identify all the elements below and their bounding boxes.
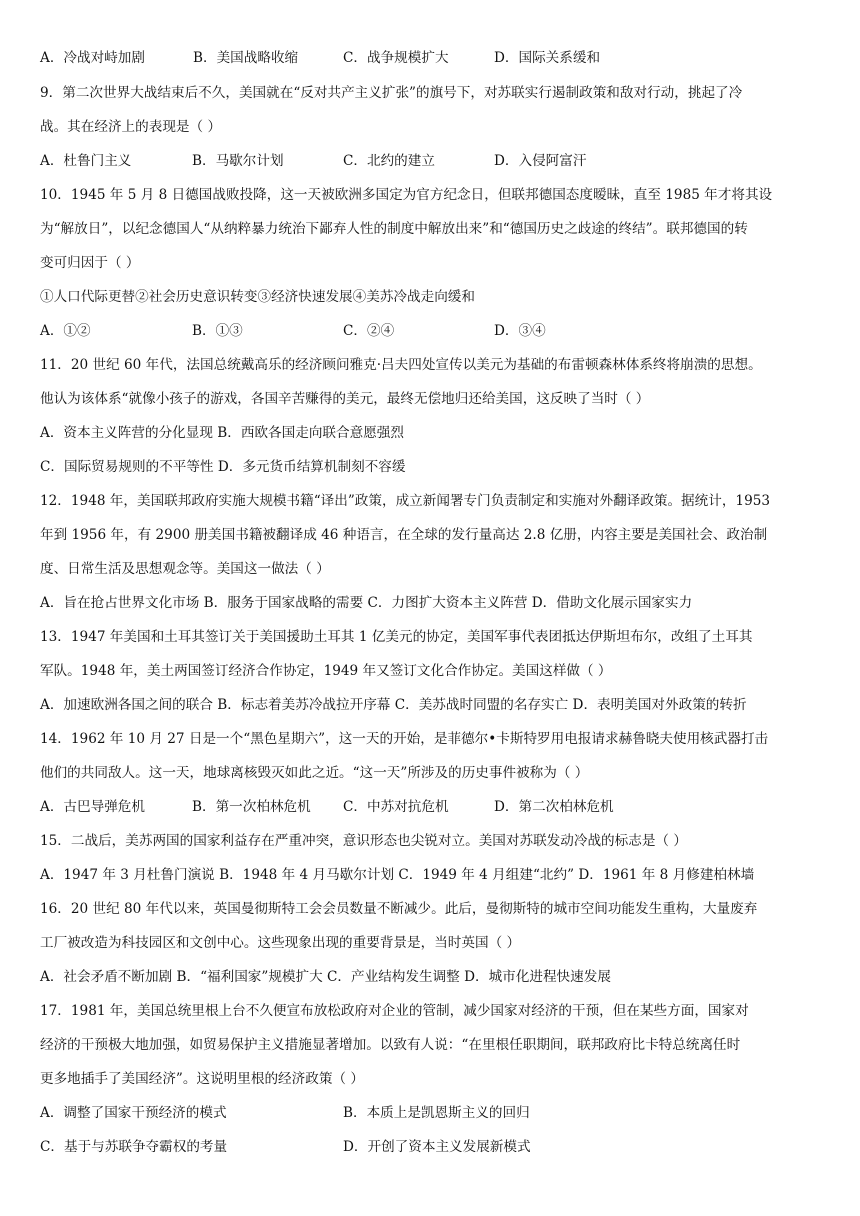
- q12-stem-line-2: 年到 1956 年，有 2900 册美国书籍被翻译成 46 种语言，在全球的发行量高达 2.8 亿册，内容主要是美国社会、政治制: [40, 527, 768, 543]
- q17-option-d: D．开创了资本主义发展新模式: [343, 1139, 531, 1155]
- q10-stem-line-2: 为“解放日”，以纪念德国人“从纳粹暴力统治下鄙弃人性的制度中解放出来”和“德国历史之歧途的终结”。联邦德国的转: [40, 221, 748, 237]
- q15-options-line-1: A．1947 年 3 月杜鲁门演说 B．1948 年 4 月马歇尔计划 C．1949 年 4 月组建“北约” D．1961 年 8 月修建柏林墙: [40, 867, 755, 883]
- q16-stem-line-1: 16．20 世纪 80 年代以来，英国曼彻斯特工会会员数量不断减少。此后，曼彻斯特的城市空间功能发生重构，大量废弃: [40, 901, 758, 917]
- q15-stem-line-1: 15．二战后，美苏两国的国家利益存在严重冲突，意识形态也尖锐对立。美国对苏联发动冷战的标志是（ ）: [40, 833, 687, 849]
- q17-option-c: C．基于与苏联争夺霸权的考量: [40, 1139, 228, 1155]
- q16-stem-line-2: 工厂被改造为科技园区和文创中心。这些现象出现的重要背景是，当时英国（ ）: [40, 935, 521, 951]
- q8-option-c: C．战争规模扩大: [343, 50, 449, 66]
- q8-option-a: A．冷战对峙加剧: [40, 50, 145, 66]
- q10-option-c: C．②④: [343, 323, 395, 339]
- q13-options-line-1: A．加速欧洲各国之间的联合 B．标志着美苏冷战拉开序幕 C．美苏战时同盟的名存实亡 D．表明美国对外政策的转折: [40, 697, 747, 713]
- q11-options-line-1: A．资本主义阵营的分化显现 B．西欧各国走向联合意愿强烈: [40, 425, 404, 441]
- q9-option-a: A．杜鲁门主义: [40, 153, 132, 169]
- q17-stem-line-3: 更多地插手了美国经济”。这说明里根的经济政策（ ）: [40, 1071, 364, 1087]
- q14-option-c: C．中苏对抗危机: [343, 799, 449, 815]
- q13-stem-line-2: 军队。1948 年，美土两国签订经济合作协定，1949 年又签订文化合作协定。美国这样做（ ）: [40, 663, 612, 679]
- q10-stem-line-1: 10．1945 年 5 月 8 日德国战败投降，这一天被欧洲多国定为官方纪念日，但联邦德国态度暧昧，直至 1985 年才将其设: [40, 187, 773, 203]
- q11-options-line-2: C．国际贸易规则的不平等性 D．多元货币结算机制刻不容缓: [40, 459, 406, 475]
- q17-option-b: B．本质上是凯恩斯主义的回归: [343, 1105, 530, 1121]
- q14-stem-line-2: 他们的共同敌人。这一天，地球离核毁灭如此之近。“这一天”所涉及的历史事件被称为（ ）: [40, 765, 589, 781]
- q10-option-a: A．①②: [40, 323, 91, 339]
- q10-stem-line-3: 变可归因于（ ）: [40, 255, 140, 271]
- q8-option-b: B．美国战略收缩: [193, 50, 299, 66]
- q9-stem-line-2: 战。其在经济上的表现是（ ）: [40, 119, 222, 135]
- q10-stem-line-4: ①人口代际更替②社会历史意识转变③经济快速发展④美苏冷战走向缓和: [40, 289, 475, 305]
- q9-option-c: C．北约的建立: [343, 153, 435, 169]
- q9-stem-line-1: 9．第二次世界大战结束后不久，美国就在“反对共产主义扩张”的旗号下，对苏联实行遏制政策和敌对行动，挑起了冷: [40, 85, 743, 101]
- q13-stem-line-1: 13．1947 年美国和土耳其签订关于美国援助土耳其 1 亿美元的协定，美国军事代表团抵达伊斯坦布尔，改组了土耳其: [40, 629, 753, 645]
- q17-stem-line-1: 17．1981 年，美国总统里根上台不久便宣布放松政府对企业的管制，减少国家对经济的干预，但在某些方面，国家对: [40, 1003, 749, 1019]
- q14-option-b: B．第一次柏林危机: [192, 799, 311, 815]
- q17-stem-line-2: 经济的干预极大地加强，如贸易保护主义措施显著增加。以致有人说：“在里根任职期间，联邦政府比卡特总统离任时: [40, 1037, 741, 1053]
- q14-stem-line-1: 14．1962 年 10 月 27 日是一个“黑色星期六”，这一天的开始，是菲德尔•卡斯特罗用电报请求赫鲁晓夫使用核武器打击: [40, 731, 769, 747]
- q12-stem-line-3: 度、日常生活及思想观念等。美国这一做法（ ）: [40, 561, 330, 577]
- q17-option-a: A．调整了国家干预经济的模式: [40, 1105, 227, 1121]
- q10-option-b: B．①③: [192, 323, 243, 339]
- q12-stem-line-1: 12．1948 年，美国联邦政府实施大规模书籍“译出”政策，成立新闻署专门负责制定和实施对外翻译政策。据统计，1953: [40, 493, 771, 509]
- q10-option-d: D．③④: [494, 323, 546, 339]
- q11-stem-line-1: 11．20 世纪 60 年代，法国总统戴高乐的经济顾问雅克·吕夫四处宣传以美元为基础的布雷顿森林体系终将崩溃的思想。: [40, 357, 762, 373]
- q14-option-d: D．第二次柏林危机: [494, 799, 614, 815]
- q12-options-line-1: A．旨在抢占世界文化市场 B．服务于国家战略的需要 C．力图扩大资本主义阵营 D．借助文化展示国家实力: [40, 595, 693, 611]
- q16-options-line-1: A．社会矛盾不断加剧 B．“福利国家”规模扩大 C．产业结构发生调整 D．城市化进程快速发展: [40, 969, 611, 985]
- q14-option-a: A．古巴导弹危机: [40, 799, 145, 815]
- q9-option-d: D．入侵阿富汗: [494, 153, 587, 169]
- q9-option-b: B．马歇尔计划: [192, 153, 284, 169]
- q8-option-d: D．国际关系缓和: [494, 50, 601, 66]
- q11-stem-line-2: 他认为该体系“就像小孩子的游戏，各国辛苦赚得的美元，最终无偿地归还给美国，这反映了当时（ ）: [40, 391, 650, 407]
